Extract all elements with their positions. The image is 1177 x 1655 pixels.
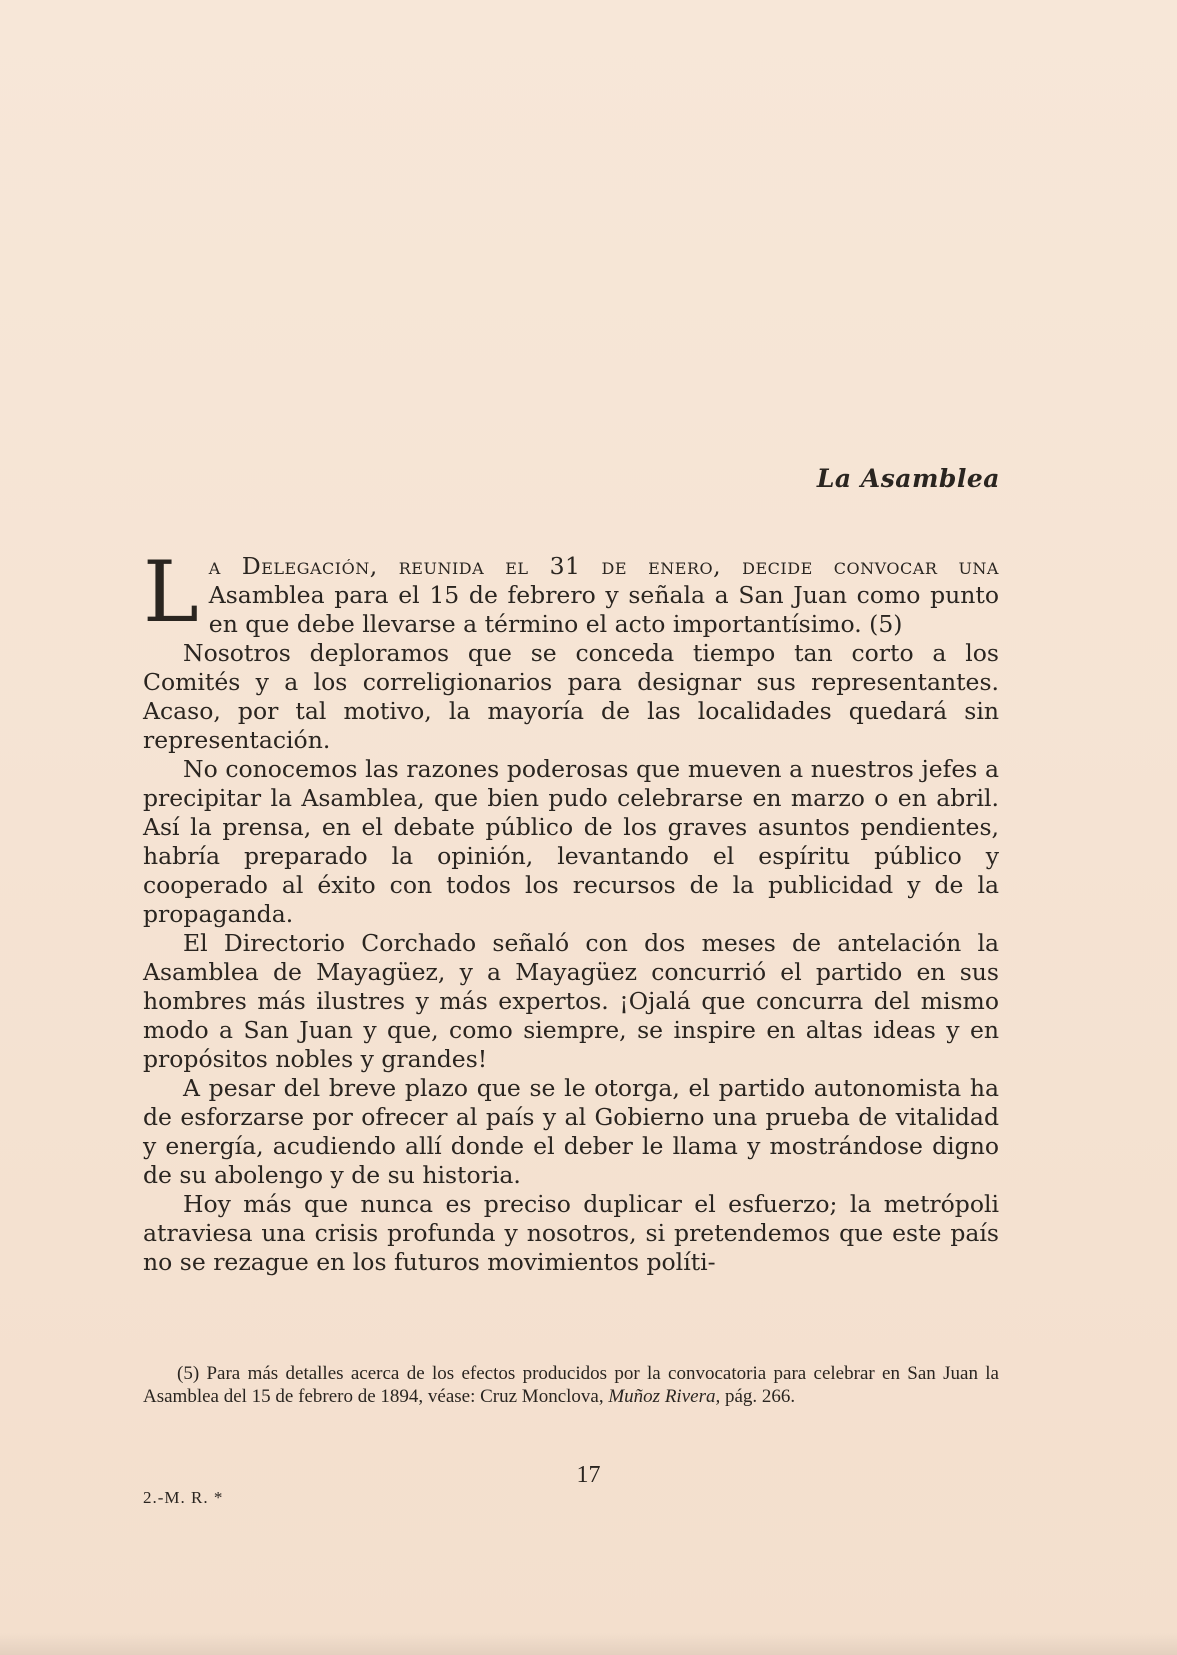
paragraph-1-rest: Asamblea para el 15 de febrero y señala a San Juan como punto en que debe llevarse a término el acto importantísimo. (5): [208, 581, 999, 638]
footnote-text: (5) Para más detalles acerca de los efectos producidos por la convocatoria para celebrar en San Juan la Asamblea del 15 de febrero de 1894, véase: Cruz Monclova,: [143, 1363, 999, 1407]
body-text: [143, 543, 999, 1277]
signature-mark: 2.-M. R. *: [143, 1488, 224, 1507]
footnote-5: [143, 1362, 999, 1408]
paragraph-2: Nosotros deploramos que se conceda tiempo tan corto a los Comités y a los correligionarios para designar sus representantes. Acaso, por tal motivo, la mayoría de las localidades quedará sin representación.: [143, 639, 999, 754]
paragraph-5: A pesar del breve plazo que se le otorga, el partido autonomista ha de esforzarse por ofrecer al país y al Gobierno una prueba de vitalidad y energía, acudiendo allí donde el deber le llama y mostrándose digno de su abolengo y de su historia.: [143, 1074, 999, 1189]
opening-small-caps: a Delegación, reunida el 31 de enero, decide convocar una: [208, 552, 999, 580]
paragraph-3: No conocemos las razones poderosas que mueven a nuestros jefes a precipitar la Asamblea, que bien pudo celebrarse en marzo o en abril. Así la prensa, en el debate público de los graves asuntos pendientes, habría preparado la opinión, levantando el espíritu público y cooperado al éxito con todos los recursos de la publicidad y de la propaganda.: [143, 755, 999, 928]
page-number: 17: [576, 1462, 601, 1488]
paragraph-6: Hoy más que nunca es preciso duplicar el esfuerzo; la metrópoli atraviesa una crisis profunda y nosotros, si pretendemos que este país no se rezague en los futuros movimientos políti-: [143, 1190, 999, 1276]
paragraph-1: [143, 543, 999, 641]
chapter-title: La Asamblea: [816, 464, 1000, 493]
paragraph-4: El Directorio Corchado señaló con dos meses de antelación la Asamblea de Mayagüez, y a Mayagüez concurrió el partido en sus hombres más ilustres y más expertos. ¡Ojalá que concurra del mismo modo a San Juan y que, como siempre, se inspire en altas ideas y en propósitos nobles y grandes!: [143, 929, 999, 1073]
drop-cap: L: [143, 543, 199, 641]
footnote-page-ref: pág. 266.: [720, 1386, 796, 1407]
footnote-book-title: Muñoz Rivera,: [608, 1386, 721, 1407]
